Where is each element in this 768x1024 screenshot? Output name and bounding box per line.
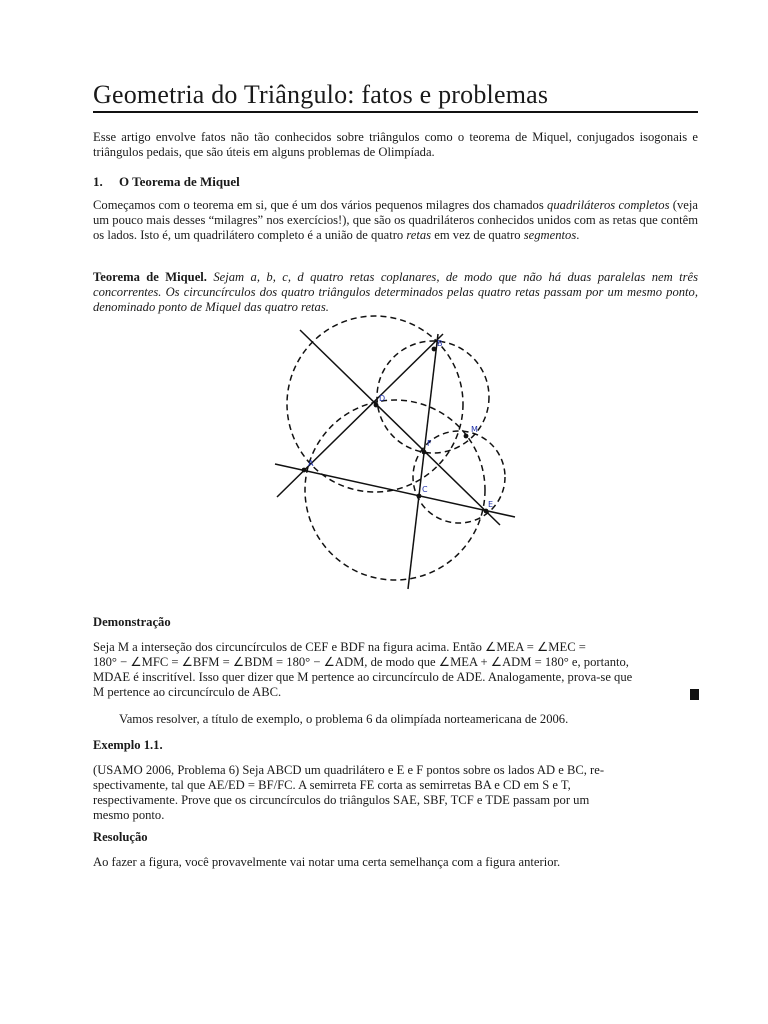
circumcircle-bdf [377,341,489,453]
point-e [484,509,489,514]
example-heading: Exemplo 1.1. [93,738,163,752]
point-c [417,494,422,499]
section-title: O Teorema de Miquel [119,174,240,189]
resolve-intro: Vamos resolver, a título de exemplo, o problema 6 da olimpíada norteamericana de 2006. [119,712,569,726]
point-label-a: A [308,459,314,468]
demo-line-1: Seja M a interseção dos circuncírculos de CEF e BDF na figura acima. Então ∠MEA = ∠MEC = [93,640,586,654]
point-label-e: E [488,500,494,509]
demo-heading: Demonstração [93,615,171,629]
point-a [302,468,307,473]
para1-text-g: . [576,228,580,242]
resolution-text: Ao fazer a figura, você provavelmente vai notar uma certa semelhança com a figura anterior. [93,855,561,869]
article-title: Geometria do Triângulo: fatos e problemas [93,80,549,109]
point-d [374,403,379,408]
demo-line-2: 180° − ∠MFC = ∠BFM = ∠BDM = 180° − ∠ADM, de modo que ∠MEA + ∠ADM = 180° e, portanto, [93,655,629,669]
line-through-b-d-a [277,334,443,497]
point-label-m: M [471,425,478,434]
point-label-d: D [379,394,386,403]
point-f [422,450,427,455]
example-line-4: mesmo ponto. [93,808,165,822]
demo-line-3: MDAE é inscritível. Isso quer dizer que M pertence ao circuncírculo de ADE. Analogamente, prova-se que [93,670,633,684]
section-number: 1. [93,174,103,189]
point-b [432,347,437,352]
line-through-a-c-e [275,464,515,517]
resolution-heading: Resolução [93,830,148,844]
para1-text-a: Começamos com o teorema em si, que é um dos vários pequenos milagres dos chamados [93,198,548,212]
para1-italic-b: quadriláteros completos [547,198,670,212]
demo-line-4: M pertence ao circuncírculo de ABC. [93,685,282,699]
figure-points [302,347,489,514]
point-label-b: B [437,339,443,348]
theorem-label: Teorema de Miquel. [93,270,207,284]
para1-text-e: em vez de quatro [431,228,524,242]
para1-italic-f: segmentos [523,228,577,242]
example-line-2: spectivamente, tal que AE/ED = BF/FC. A semirreta FE corta as semirretas BA e CD em S e T, [93,778,571,792]
para1-text-c: (veja um pouco mais desses “milagres” nos exercícios!), que são os quadriláteros conhecidos unidos com as retas que contêm os lados. Isto é, um quadrilátero completo é a união de quatro [93,198,698,242]
example-line-1: (USAMO 2006, Problema 6) Seja ABCD um quadrilátero e E e F pontos sobre os lados AD e BC, re- [93,763,605,777]
line-through-b-f-c [408,334,438,589]
intro-paragraph: Esse artigo envolve fatos não tão conhecidos sobre triângulos como o teorema de Miquel, conjugados isogonais e triângulos pedais, que são úteis em alguns problemas de Olimpíada. [93,130,698,159]
point-m [464,434,469,439]
para1-italic-d: retas [406,228,432,242]
point-label-f: F [427,439,432,448]
example-line-3: respectivamente. Prove que os circuncírculos do triângulos SAE, SBF, TCF e TDE passam por um [93,793,590,807]
theorem-text: Sejam a, b, c, d quatro retas coplanares, de modo que não há duas paralelas nem três concorrentes. Os circuncírculos dos quatro triângulos determinados pelas quatro retas passam por um mesmo ponto, denominado ponto de Miquel das quatro retas. [93,270,699,314]
point-label-c: C [422,485,428,494]
